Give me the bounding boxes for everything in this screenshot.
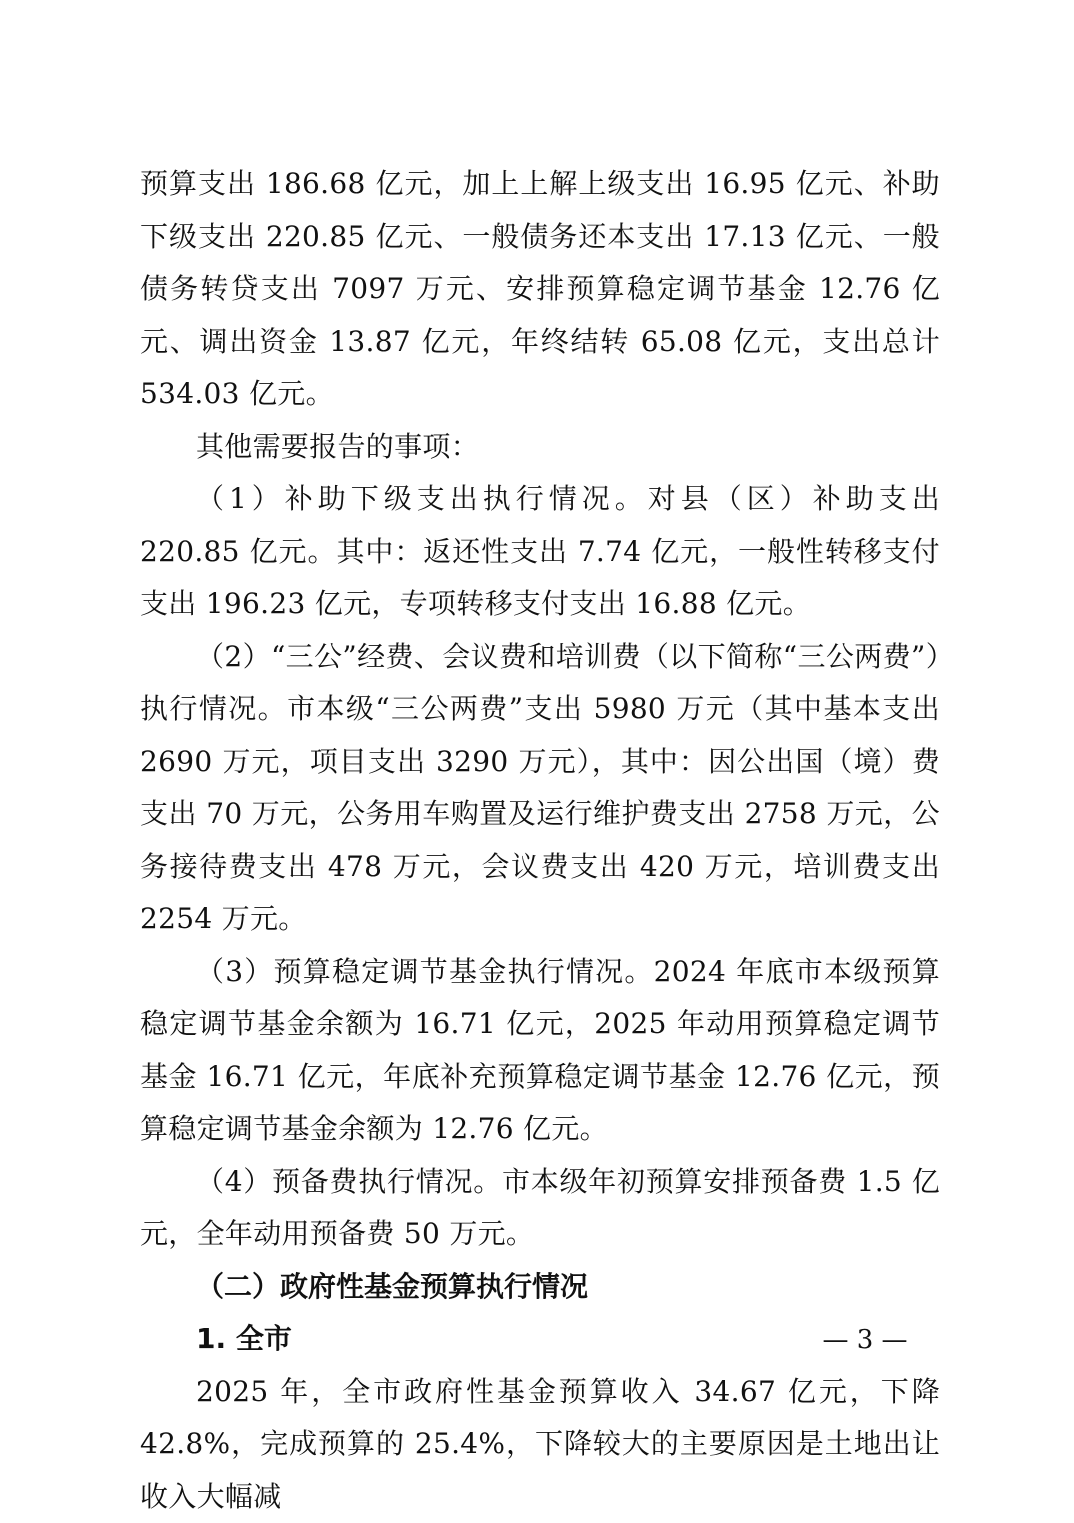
paragraph-stabilization-fund: （3）预算稳定调节基金执行情况。2024 年底市本级预算稳定调节基金余额为 16.71 亿元，2025 年动用预算稳定调节基金 16.71 亿元，年底补充预算稳定调节基金 12.76 亿元，预算稳定调节基金余额为 12.76 亿元。 [140,946,940,1156]
paragraph-three-public-fees: （2）“三公”经费、会议费和培训费（以下简称“三公两费”）执行情况。市本级“三公两费”支出 5980 万元（其中基本支出 2690 万元，项目支出 3290 万元），其中：因公出国（境）费支出 70 万元，公务用车购置及运行维护费支出 2758 万元，公务接待费支出 478 万元，会议费支出 420 万元，培训费支出 2254 万元。 [140,631,940,946]
document-body [140,158,940,1523]
paragraph-subsidy-lower-level: （1）补助下级支出执行情况。对县（区）补助支出 220.85 亿元。其中：返还性支出 7.74 亿元，一般性转移支付支出 196.23 亿元，专项转移支付支出 16.88 亿元。 [140,473,940,631]
paragraph-expenditure-summary: 预算支出 186.68 亿元，加上上解上级支出 16.95 亿元、补助下级支出 220.85 亿元、一般债务还本支出 17.13 亿元、一般债务转贷支出 7097 万元、安排预算稳定调节基金 12.76 亿元、调出资金 13.87 亿元，年终结转 65.08 亿元，支出总计 534.03 亿元。 [140,158,940,421]
paragraph-reserve-fund: （4）预备费执行情况。市本级年初预算安排预备费 1.5 亿元，全年动用预备费 50 万元。 [140,1156,940,1261]
section-heading-government-fund: （二）政府性基金预算执行情况 [140,1261,940,1314]
paragraph-fund-revenue: 2025 年，全市政府性基金预算收入 34.67 亿元，下降 42.8%，完成预算的 25.4%，下降较大的主要原因是土地出让收入大幅减 [140,1366,940,1523]
paragraph-other-matters: 其他需要报告的事项： [140,421,940,474]
page-number: — 3 — [815,1320,915,1360]
subsection-heading-whole-city: 1. 全市 [140,1313,940,1366]
